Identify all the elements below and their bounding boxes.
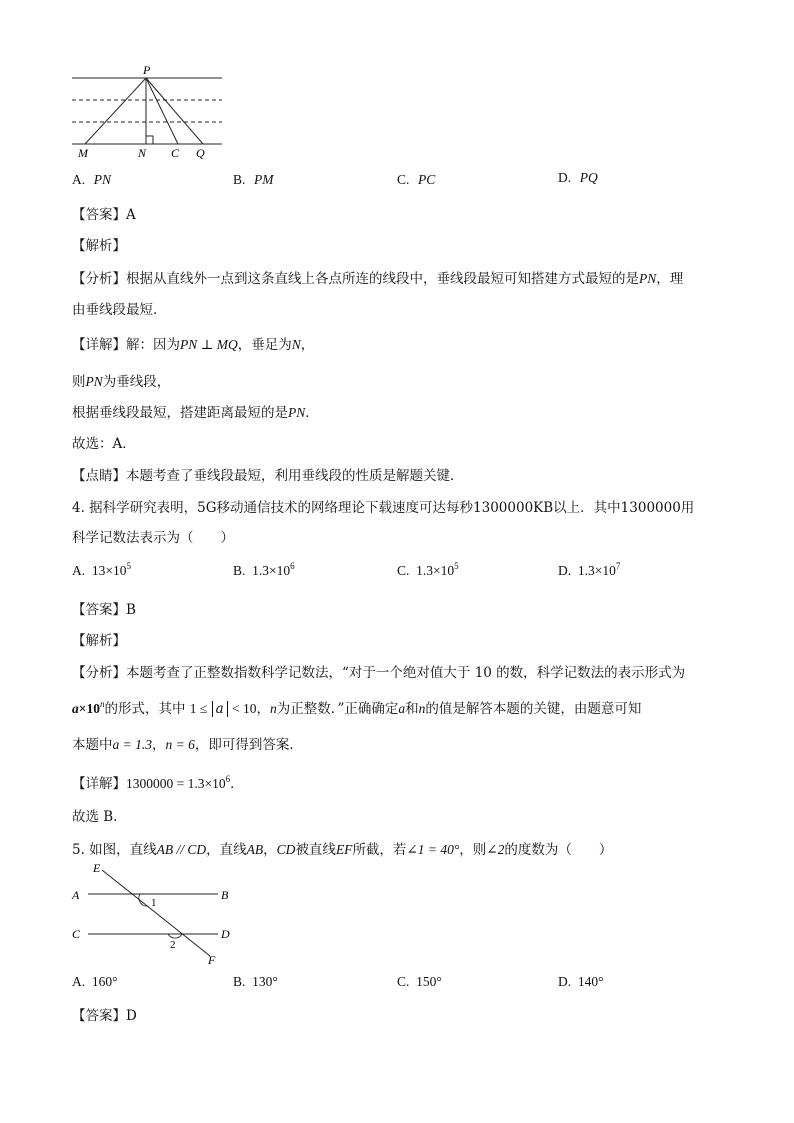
- label-B: B: [221, 888, 229, 902]
- q4-analysis-tag: 【解析】: [72, 633, 126, 649]
- q3-option-a: A. PN: [72, 172, 111, 187]
- q4-detail: 【详解】$1300000 = 1.3\times 10^6$．: [72, 774, 244, 792]
- q4-fenxi: 【分析】本题考查了正整数指数科学记数法，“对于一个绝对值大于 10 的数，科学记数法的表示形式为: [72, 665, 686, 681]
- q3-comment: 【点睛】本题考查了垂线段最短，利用垂线段的性质是解题关键．: [72, 468, 464, 484]
- q4-fenxi-line3: 本题中a = 1.3，n = 6，即可得到答案．: [72, 737, 303, 753]
- q3-option-c: C. PC: [397, 172, 436, 187]
- q3-line-b: 根据垂线段最短，搭建距离最短的是PN．: [72, 405, 319, 421]
- label-N: N: [138, 146, 147, 160]
- q3-answer: 【答案】A: [72, 207, 136, 223]
- q5-answer: 【答案】D: [72, 1008, 137, 1024]
- q4-option-d: D. $1.3\times 10^7$: [558, 561, 621, 578]
- q3-choose: 故选：A．: [72, 436, 136, 452]
- label-M: M: [78, 146, 88, 160]
- q5-option-c: C. 150°: [397, 974, 442, 989]
- angle-2-label: 2: [170, 939, 176, 951]
- label-C: C: [72, 927, 81, 941]
- q3-detail: 【详解】解：因为PN ⊥ MQ，垂足为N，: [72, 337, 315, 353]
- q4-choose: 故选 B．: [72, 809, 127, 825]
- q5-option-a: A. 160°: [72, 974, 118, 989]
- q3-fenxi: 【分析】根据从直线外一点到这条直线上各点所连的线段中，垂线段最短可知搭建方式最短的是PN，理: [72, 271, 684, 287]
- figure-parallel-lines: [70, 858, 250, 968]
- q5-option-b: B. 130°: [233, 974, 278, 989]
- q4-answer: 【答案】B: [72, 602, 136, 618]
- label-P: P: [143, 63, 151, 77]
- q4-option-b: B. $1.3\times 10^6$: [233, 561, 295, 578]
- label-E: E: [93, 861, 101, 875]
- q4-option-a: A. $13\times 10^5$: [72, 561, 131, 578]
- q4-option-c: C. $1.3\times 10^5$: [397, 561, 459, 578]
- q3-line-a: 则PN为垂线段，: [72, 374, 171, 390]
- label-D: D: [221, 927, 230, 941]
- label-Q: Q: [196, 146, 205, 160]
- q3-option-b: B. PM: [233, 172, 274, 187]
- q3-analysis-tag: 【解析】: [72, 238, 126, 254]
- angle-1-label: 1: [151, 897, 157, 909]
- q3-fenxi-line2: 由垂线段最短．: [72, 302, 167, 318]
- label-C: C: [171, 146, 180, 160]
- q4-fenxi-line2: $a\times 10^n$的形式，其中 1 ≤ a < 10，n为正整数．”正确确定a和n的值是解答本题的关键，由题意可知: [72, 699, 642, 717]
- label-A: A: [72, 888, 80, 902]
- q4-stem-line2: 科学记数法表示为（ ）: [72, 530, 234, 546]
- q4-stem-line1: 4. 据科学研究表明，5G移动通信技术的网络理论下载速度可达每秒1300000KB以上．其中1300000用: [72, 500, 695, 516]
- figure-perpendicular: [70, 62, 230, 162]
- q5-option-d: D. 140°: [558, 974, 604, 989]
- label-F: F: [208, 953, 216, 967]
- q5-stem: 5. 如图，直线AB // CD，直线AB，CD被直线EF所截，若∠1 = 40°，则∠2的度数为（ ）: [72, 842, 613, 858]
- q3-option-d: D. PQ: [558, 170, 598, 185]
